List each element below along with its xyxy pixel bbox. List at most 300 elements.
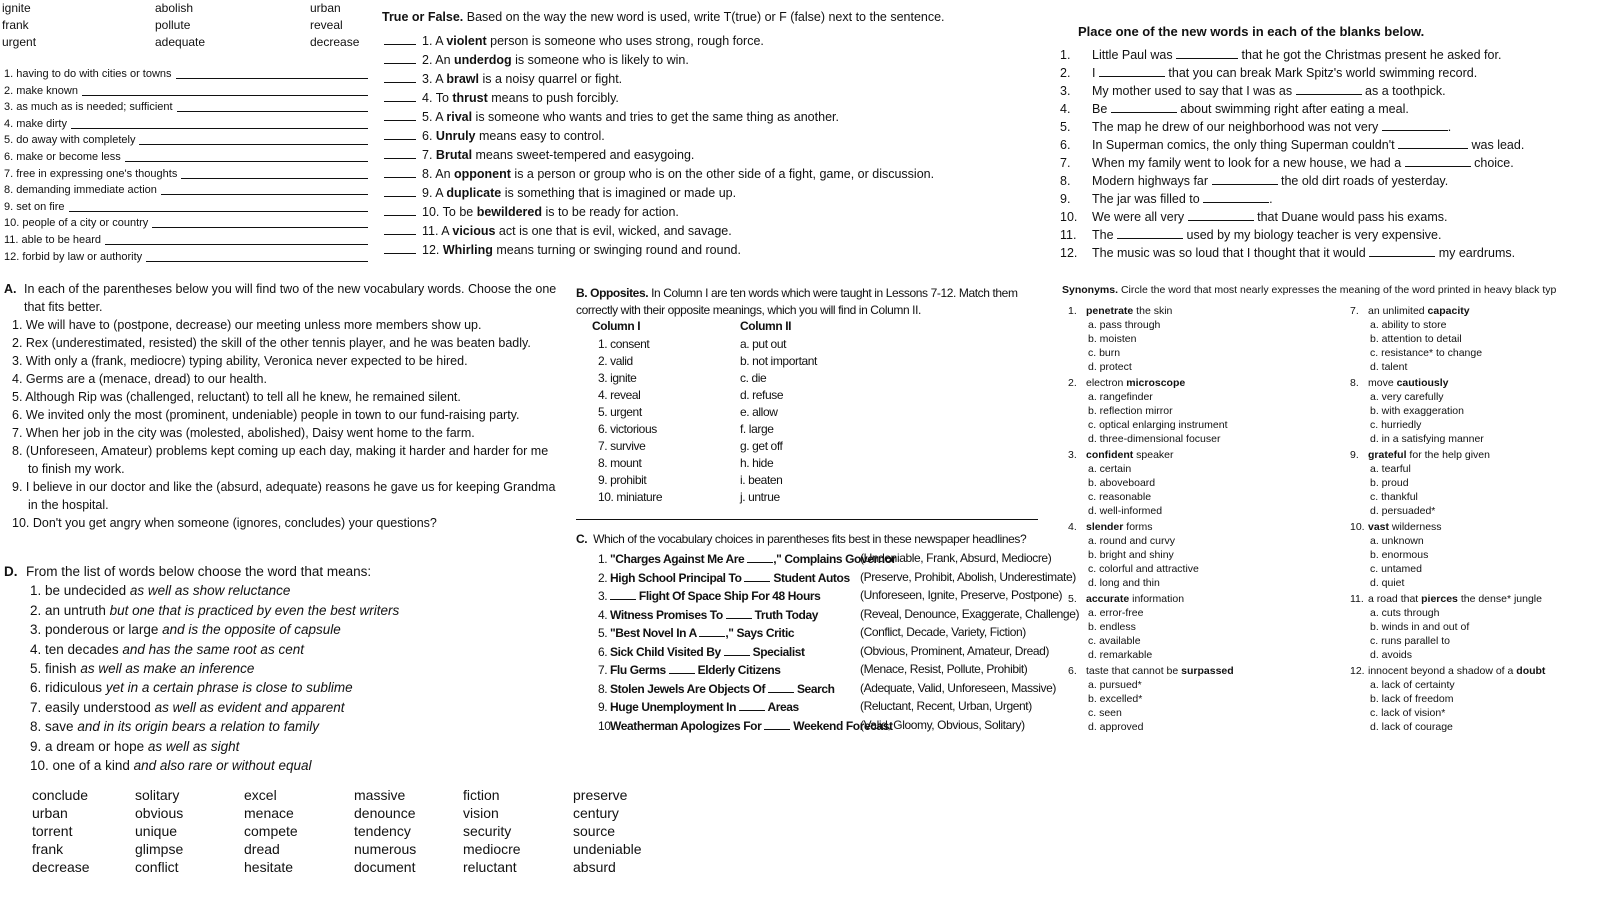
headline-part-a: Huge Unemployment In [610,700,739,714]
headline-part-b: Truth Today [751,607,819,622]
headline-part-a: Stolen Jewels Are Objects Of [610,681,769,696]
answer-option[interactable]: d. lack of courage [1370,721,1453,733]
answer-option[interactable]: d. remarkable [1088,649,1153,661]
definition-item [4,215,368,231]
answer-option[interactable]: b. with exaggeration [1370,405,1464,417]
synonym-stem [1350,664,1545,678]
answer-blank[interactable] [744,570,770,582]
definition-text: 11. able to be heard [4,234,102,246]
answer-blank[interactable] [747,551,773,563]
headline-text [610,571,850,585]
answer-option[interactable]: b. moisten [1088,333,1137,345]
item-number: 7. [1060,156,1071,170]
item-text-a: ten decades [45,641,123,657]
true-false-item [384,185,736,200]
answer-option[interactable]: d. protect [1088,361,1132,373]
section-a-item: 3. With only a (frank, mediocre) typing ability, Veronica never expected to be hired. [12,354,468,368]
answer-option[interactable]: d. quiet [1370,577,1405,589]
answer-option[interactable]: a. ability to store [1370,319,1447,331]
section-d-intro: From the list of words below choose the word that means: [26,564,372,579]
item-pre: To [435,91,453,105]
answer-option[interactable]: b. attention to detail [1370,333,1462,345]
true-false-item [384,109,839,124]
word-list-item: numerous [354,841,417,857]
item-connector: but [109,602,129,618]
section-b-header [576,285,1036,319]
answer-line[interactable] [146,261,368,262]
answer-blank[interactable] [1188,209,1254,221]
synonym-question [1068,520,1234,590]
item-text-b: . [1269,192,1273,206]
definition-item [4,182,368,198]
word-list-item: torrent [32,823,73,839]
headline-choices: (Undeniable, Frank, Absurd, Mediocre) [860,551,1052,565]
word-list-item: hesitate [244,859,294,875]
word-list-item: reluctant [463,859,517,875]
answer-blank[interactable] [610,588,636,600]
item-number: 1. [1060,48,1071,62]
true-false-title-rest: Based on the way the new word is used, write T(true) or F (false) next to the sentence. [463,10,945,24]
word-list-item: conclude [32,787,89,803]
answer-option[interactable]: b. reflection mirror [1088,405,1173,417]
answer-line[interactable] [71,128,368,129]
vocab-word: cautiously [1396,377,1449,389]
word-list-column [573,786,642,876]
item-number: 6. [30,680,42,696]
word-list-item: conflict [135,859,179,875]
word-list-column [135,786,183,876]
section-d-item [30,640,564,659]
stem-text [1368,304,1470,318]
headline-part-a: Witness Promises To [610,607,726,622]
section-d-item [30,659,564,678]
item-number: 9. [1060,192,1071,206]
answer-option[interactable]: c. thankful [1370,491,1418,503]
answer-line[interactable] [139,144,368,145]
answer-option[interactable]: a. pursued* [1088,679,1142,691]
headline-part-a: Sick Child Visited By [610,644,724,659]
synonym-question [1068,592,1234,662]
answer-option[interactable]: a. very carefully [1370,391,1444,403]
item-number: 5. [598,626,608,640]
answer-option[interactable]: c. lack of vision* [1370,707,1446,719]
synonym-stem [1350,448,1545,462]
column-ii-item: f. large [740,422,774,436]
item-number: 7. [1350,305,1359,317]
synonym-stem [1350,376,1545,390]
column-ii-item: h. hide [740,456,774,470]
section-b-col1-list [598,336,662,506]
answer-option[interactable]: d. approved [1088,721,1144,733]
vocab-word: slender [1086,521,1124,533]
vocab-word: duplicate [446,186,502,200]
vocab-word: Unruly [435,129,476,143]
headline-part-a: High School Principal To [610,570,745,585]
answer-option[interactable]: b. excelled* [1088,693,1143,705]
synonym-question [1350,376,1545,446]
headline-choices: (Menace, Resist, Pollute, Prohibit) [860,662,1028,676]
answer-blank[interactable] [384,71,416,83]
section-a-item: 10. Don't you get angry when someone (ignores, concludes) your questions? [12,516,437,530]
column-i-item: 4. reveal [598,388,641,402]
vocab-word: pierces [1421,593,1458,605]
section-a-item: 1. We will have to (postpone, decrease) our meeting unless more members show up. [12,318,482,332]
answer-option[interactable]: c. burn [1088,347,1121,359]
stem-text [1368,448,1490,462]
item-text-b: is close to sublime [238,680,353,696]
word-list-item: preserve [573,787,628,803]
answer-blank[interactable] [1099,65,1165,77]
answer-line[interactable] [181,178,368,179]
item-number: 5. [422,110,433,124]
answer-option[interactable]: a. tearful [1370,463,1411,475]
item-text-b: rare or without equal [184,758,312,774]
answer-option[interactable]: a. pass through [1088,319,1161,331]
headline-choices: (Reluctant, Recent, Urban, Urgent) [860,699,1032,713]
item-connector: and also [133,758,185,774]
headline-text [610,626,794,640]
headline-item [598,699,799,714]
item-connector: and in its origin [77,719,169,735]
answer-option[interactable]: b. winds in and out of [1370,621,1470,633]
answer-blank[interactable] [1212,173,1278,185]
true-false-item [384,242,741,257]
item-number: 3. [598,589,608,603]
column-i-item: 3. ignite [598,371,637,385]
item-number: 4. [1068,521,1077,533]
item-number: 2. [598,570,608,585]
item-number: 9. [598,700,608,714]
answer-option[interactable]: d. long and thin [1088,577,1160,589]
headline-choices: (Obvious, Prominent, Amateur, Dread) [860,643,1050,658]
item-text-a: The music was so loud that I thought that it would [1092,246,1370,260]
item-pre: A [441,224,453,238]
stem-post: speaker [1133,449,1174,461]
answer-line[interactable] [125,161,368,162]
headline-part-b: Areas [764,700,799,714]
item-text-a: We were all very [1092,210,1188,224]
vocab-word: confident [1086,449,1134,461]
answer-blank[interactable] [726,607,752,619]
item-connector: and [162,622,185,638]
answer-blank[interactable] [384,223,416,235]
fill-blank-item [1060,83,1446,98]
top-word: urgent [2,35,37,49]
answer-blank[interactable] [1382,119,1448,131]
item-post: is a person or group who is on the other side of a fight, game, or discussion. [510,167,935,181]
answer-blank[interactable] [384,33,416,45]
top-word: decrease [310,35,360,49]
item-number: 10. [1350,521,1365,533]
section-divider [576,519,1038,520]
item-text-a: one of a kind [52,758,134,774]
item-text-a: ponderous or large [45,622,163,638]
item-number: 10. [422,205,440,219]
answer-blank[interactable] [384,147,416,159]
answer-option[interactable]: c. reasonable [1088,491,1152,503]
synonym-stem [1350,304,1545,318]
answer-blank[interactable] [384,109,416,121]
answer-blank[interactable] [768,681,794,693]
item-number: 12. [1350,665,1365,677]
item-text-a: Be [1092,102,1111,116]
item-pre: To be [442,205,477,219]
section-d-item [30,698,564,717]
answer-option[interactable]: c. colorful and attractive [1088,563,1199,575]
column-i-item: 9. prohibit [598,473,647,487]
answer-line[interactable] [69,211,368,212]
synonym-question [1068,448,1234,518]
item-number: 8. [598,681,608,696]
section-a-item: 9. I believe in our doctor and like the (absurd, adequate) reasons he gave us for keeping Grandma in the hospital. [12,480,556,512]
section-a [4,280,560,532]
headline-item [598,718,893,733]
item-number: 7. [598,663,608,677]
answer-blank[interactable] [384,128,416,140]
definition-item [4,99,368,115]
item-number: 3. [422,72,433,86]
section-b-col2-list [740,336,817,506]
vocab-word: Brutal [435,148,473,162]
answer-option[interactable]: d. in a satisfying manner [1370,433,1484,445]
stem-text [1086,664,1234,678]
headline-part-b: ," Complains Governor [773,552,896,566]
answer-blank[interactable] [384,204,416,216]
stem-post: for the help given [1406,449,1490,461]
true-false-title [382,10,945,24]
answer-option[interactable]: c. seen [1088,707,1122,719]
item-number: 5. [1060,120,1071,134]
answer-line[interactable] [82,95,368,96]
answer-option[interactable]: a. error-free [1088,607,1144,619]
answer-blank[interactable] [384,242,416,254]
answer-line[interactable] [177,111,368,112]
stem-text [1368,592,1542,606]
item-number: 1. [598,552,608,566]
headline-text [610,589,820,603]
answer-option[interactable]: d. three-dimensional focuser [1088,433,1221,445]
section-d-item [30,756,564,775]
answer-option[interactable]: a. lack of certainty [1370,679,1455,691]
headline-text [610,719,893,733]
stem-text [1086,376,1185,390]
definition-item [4,83,368,99]
word-list-item: tendency [354,823,411,839]
headline-choices: (Valid, Gloomy, Obvious, Solitary) [860,717,1025,732]
stem-pre: move [1368,377,1397,389]
stem-text [1086,304,1172,318]
answer-blank[interactable] [384,166,416,178]
item-text-a: Little Paul was [1092,48,1177,62]
definition-item [4,66,368,82]
answer-option[interactable]: c. hurriedly [1370,419,1422,431]
word-list-item: compete [244,823,298,839]
answer-option[interactable]: b. endless [1088,621,1136,633]
word-list-item: document [354,859,416,875]
item-number: 2. [1060,66,1071,80]
answer-option[interactable]: a. unknown [1370,535,1424,547]
true-false-item [384,90,619,105]
answer-line[interactable] [152,227,368,228]
word-list-item: vision [463,805,499,821]
answer-option[interactable]: d. persuaded* [1370,505,1436,517]
answer-blank[interactable] [1369,245,1435,257]
word-list-item: glimpse [135,841,184,857]
word-list-item: absurd [573,859,616,875]
item-number: 5. [30,661,42,677]
word-list-item: unique [135,823,178,839]
headline-part-b: Flight Of Space Ship For 48 Hours [636,589,821,603]
top-word: abolish [155,1,194,15]
answer-line[interactable] [105,244,368,245]
answer-blank[interactable] [1203,191,1269,203]
column-i-item: 6. victorious [598,422,657,436]
answer-blank[interactable] [699,625,725,637]
answer-blank[interactable] [1398,137,1468,149]
answer-option[interactable]: b. proud [1370,477,1409,489]
headline-choices: (Preserve, Prohibit, Abolish, Underestimate) [860,569,1076,584]
top-word: adequate [155,35,206,49]
section-b-title: Opposites. [590,286,649,300]
column-i-item: 10. miniature [598,490,663,504]
section-b-letter: B. [576,286,588,300]
headline-text [610,645,805,659]
headline-choices: (Unforeseen, Ignite, Preserve, Postpone) [860,588,1063,602]
headline-item [598,588,820,603]
item-text-b: that you can break Mark Spitz's world swimming record. [1164,66,1478,80]
answer-option[interactable]: a. certain [1088,463,1132,475]
item-number: 2. [1068,377,1077,389]
headline-part-a: Weatherman Apologizes For [610,718,765,733]
item-text-b: make an inference [139,661,255,677]
synonyms-title: Synonyms. [1062,284,1119,296]
synonym-question [1350,448,1545,518]
answer-blank[interactable] [669,662,695,674]
item-post: means easy to control. [475,129,605,143]
answer-option[interactable]: c. optical enlarging instrument [1088,419,1228,431]
item-text-b: bears a relation to family [168,719,319,735]
answer-option[interactable]: c. available [1088,635,1141,647]
word-list-item: century [573,805,619,821]
answer-line[interactable] [176,78,368,79]
item-text-b: was lead. [1468,138,1525,152]
answer-blank[interactable] [384,52,416,64]
definition-item [4,166,368,182]
headline-item [598,681,835,696]
item-number: 9. [1350,449,1359,461]
headline-part-b: Weekend Forecast [790,718,893,733]
synonym-stem [1068,520,1234,534]
headline-part-b: Search [794,681,835,696]
word-list-item: denounce [354,805,416,821]
item-number: 1. [422,34,433,48]
item-number: 4. [598,607,608,622]
answer-option[interactable]: b. bright and shiny [1088,549,1174,561]
answer-option[interactable]: d. well-informed [1088,505,1163,517]
answer-option[interactable]: a. cuts through [1370,607,1440,619]
answer-blank[interactable] [764,718,790,730]
answer-option[interactable]: c. untamed [1370,563,1422,575]
answer-option[interactable]: b. lack of freedom [1370,693,1454,705]
synonym-question [1350,520,1545,590]
section-a-item: 2. Rex (underestimated, resisted) the skill of the other tennis player, and he was beaten badly. [12,336,531,350]
answer-option[interactable]: b. aboveboard [1088,477,1156,489]
column-ii-item: e. allow [740,405,778,419]
word-list-item: fiction [463,787,500,803]
answer-blank[interactable] [1296,83,1362,95]
headline-choices: (Conflict, Decade, Variety, Fiction) [860,625,1026,639]
word-list-item: excel [244,787,277,803]
headline-text [610,682,835,696]
true-false-item [384,147,694,162]
column-i-item: 1. consent [598,337,650,351]
item-text-a: ridiculous [45,680,106,696]
item-pre: An [435,167,454,181]
item-text-b: as a toothpick. [1361,84,1446,98]
top-word: reveal [310,18,343,32]
item-number: 7. [30,699,42,715]
item-pre: A [435,72,447,86]
item-text-b: that he got the Christmas present he asked for. [1238,48,1502,62]
item-text-a: In Superman comics, the only thing Superman couldn't [1092,138,1399,152]
item-text-b: show reluctance [189,583,291,599]
item-number: 6. [422,129,433,143]
word-list-column [354,786,416,876]
answer-blank[interactable] [724,644,750,656]
answer-line[interactable] [161,194,368,195]
headline-choices: (Reveal, Denounce, Exaggerate, Challenge) [860,606,1080,621]
item-text-b: my eardrums. [1435,246,1516,260]
answer-option[interactable]: d. talent [1370,361,1408,373]
answer-option[interactable]: c. runs parallel to [1370,635,1450,647]
definition-item [4,249,368,265]
true-false-item [384,166,934,181]
item-number: 2. [30,602,42,618]
answer-blank[interactable] [1405,155,1471,167]
stem-text [1368,520,1442,534]
answer-option[interactable]: d. avoids [1370,649,1413,661]
vocab-word: capacity [1427,305,1470,317]
item-text-b: one that is practiced by even the best writers [128,602,400,618]
column-ii-item: g. get off [740,439,783,453]
answer-option[interactable]: c. resistance* to change [1370,347,1483,359]
answer-blank[interactable] [739,699,765,711]
column-ii-item: a. put out [740,337,787,351]
answer-blank[interactable] [384,90,416,102]
item-pre: A [435,34,447,48]
answer-blank[interactable] [1111,101,1177,113]
word-list-item: frank [32,841,64,857]
answer-blank[interactable] [1176,47,1238,59]
column-i-item: 8. mount [598,456,642,470]
item-post: is someone who wants and tries to get the same thing as another. [472,110,839,124]
item-number: 8. [1060,174,1071,188]
vocab-word: opponent [454,167,511,181]
fill-blanks-title: Place one of the new words in each of the blanks below. [1078,24,1425,39]
answer-option[interactable]: a. round and curvy [1088,535,1175,547]
answer-option[interactable]: a. rangefinder [1088,391,1153,403]
item-post: means turning or swinging round and round. [492,243,741,257]
item-post: is someone who is likely to win. [511,53,689,67]
item-pre: An [435,53,454,67]
section-d-item [30,601,564,620]
answer-blank[interactable] [1117,227,1183,239]
item-number: 6. [1068,665,1077,677]
top-word: pollute [155,18,191,32]
answer-blank[interactable] [384,185,416,197]
answer-option[interactable]: b. enormous [1370,549,1429,561]
item-number: 8. [30,719,42,735]
